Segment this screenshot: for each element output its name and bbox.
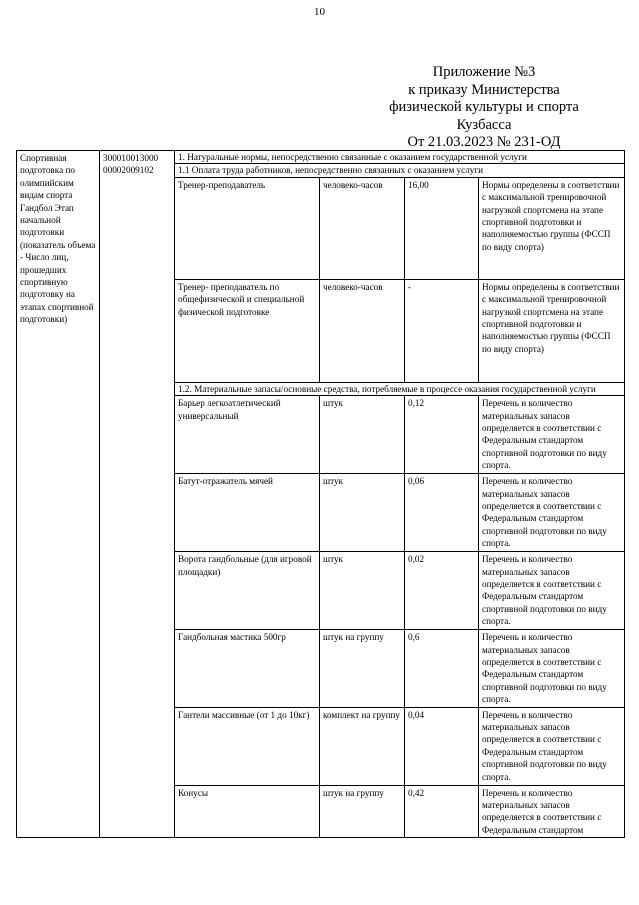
header-line-3: физической культуры и спорта: [389, 99, 579, 115]
item-value: 0,42: [405, 785, 479, 838]
header-line-4: Кузбасса: [456, 116, 512, 133]
item-value: 0,04: [405, 707, 479, 785]
item-note: Нормы определены в соответствии с максимальной тренировочной нагрузкой спортсмена на этапе спортивной подготовки и наполняемостью группы (ФССП по виду спорта): [479, 177, 625, 279]
item-unit: штук: [320, 396, 405, 474]
item-note: Перечень и количество материальных запасов определяется в соответствии с Федеральным стандартом спортивной подготовки по виду спорта.: [479, 474, 625, 552]
item-note: Нормы определены в соответствии с максимальной тренировочной нагрузкой спортсмена на этапе спортивной подготовки и наполняемостью группы (ФССП по виду спорта): [479, 279, 625, 382]
item-value: 0,06: [405, 474, 479, 552]
item-name: Гантели массивные (от 1 до 10кг): [175, 707, 320, 785]
item-unit: штук на группу: [320, 785, 405, 838]
item-name: Барьер легкоатлетический универсальный: [175, 396, 320, 474]
item-note: Перечень и количество материальных запасов определяется в соответствии с Федеральным стандартом спортивной подготовки по виду спорта.: [479, 707, 625, 785]
item-note: Перечень и количество материальных запасов определяется в соответствии с Федеральным стандартом спортивной подготовки по виду спорта.: [479, 552, 625, 630]
item-value: 0,12: [405, 396, 479, 474]
item-name: Ворота гандбольные (для игровой площадки): [175, 552, 320, 630]
service-name-cell: Спортивная подготовка по олимпийским видам спорта Гандбол Этап начальной подготовки (показатель объема - Число лиц, прошедших спортивную подготовку на этапах спортивной подготовки): [17, 151, 100, 838]
item-name: Тренер-преподаватель: [175, 177, 320, 279]
item-value: 16,00: [405, 177, 479, 279]
item-value: 0,6: [405, 630, 479, 707]
section-1-1-heading: 1.1 Оплата труда работников, непосредственно связанных с оказанием услуги: [175, 164, 625, 177]
header-line-1: Приложение №3: [432, 64, 536, 80]
section-1-2-heading: 1.2. Материальные запасы/основные средства, потребляемые в процессе оказания государственной услуги: [175, 382, 625, 395]
item-name: Конусы: [175, 785, 320, 838]
item-unit: человеко-часов: [320, 279, 405, 382]
item-note: Перечень и количество материальных запасов определяется в соответствии с Федеральным стандартом спортивной подготовки по виду спорта.: [479, 396, 625, 474]
document-header: [369, 64, 599, 152]
item-unit: комплект на группу: [320, 707, 405, 785]
header-line-2: к приказу Министерства: [408, 81, 560, 98]
table-row: [17, 151, 625, 164]
header-line-5: От 21.03.2023 № 231-ОД: [407, 134, 561, 150]
page-number: 10: [314, 6, 325, 18]
item-value: 0,02: [405, 552, 479, 630]
item-name: Гандбольная мастика 500гр: [175, 630, 320, 707]
norms-table: [16, 150, 625, 838]
item-unit: человеко-часов: [320, 177, 405, 279]
item-unit: штук на группу: [320, 630, 405, 707]
item-note: Перечень и количество материальных запасов определяется в соответствии с Федеральным стандартом: [479, 785, 625, 838]
service-code-cell: 300010013000 00002009102: [100, 151, 175, 838]
item-name: Тренер- преподаватель по общефизической и специальной физической подготовке: [175, 279, 320, 382]
item-unit: штук: [320, 552, 405, 630]
item-note: Перечень и количество материальных запасов определяется в соответствии с Федеральным стандартом спортивной подготовки по виду спорта.: [479, 630, 625, 707]
section-1-heading: 1. Натуральные нормы, непосредственно связанные с оказанием государственной услуги: [175, 151, 625, 164]
item-name: Батут-отражатель мячей: [175, 474, 320, 552]
item-value: -: [405, 279, 479, 382]
item-unit: штук: [320, 474, 405, 552]
